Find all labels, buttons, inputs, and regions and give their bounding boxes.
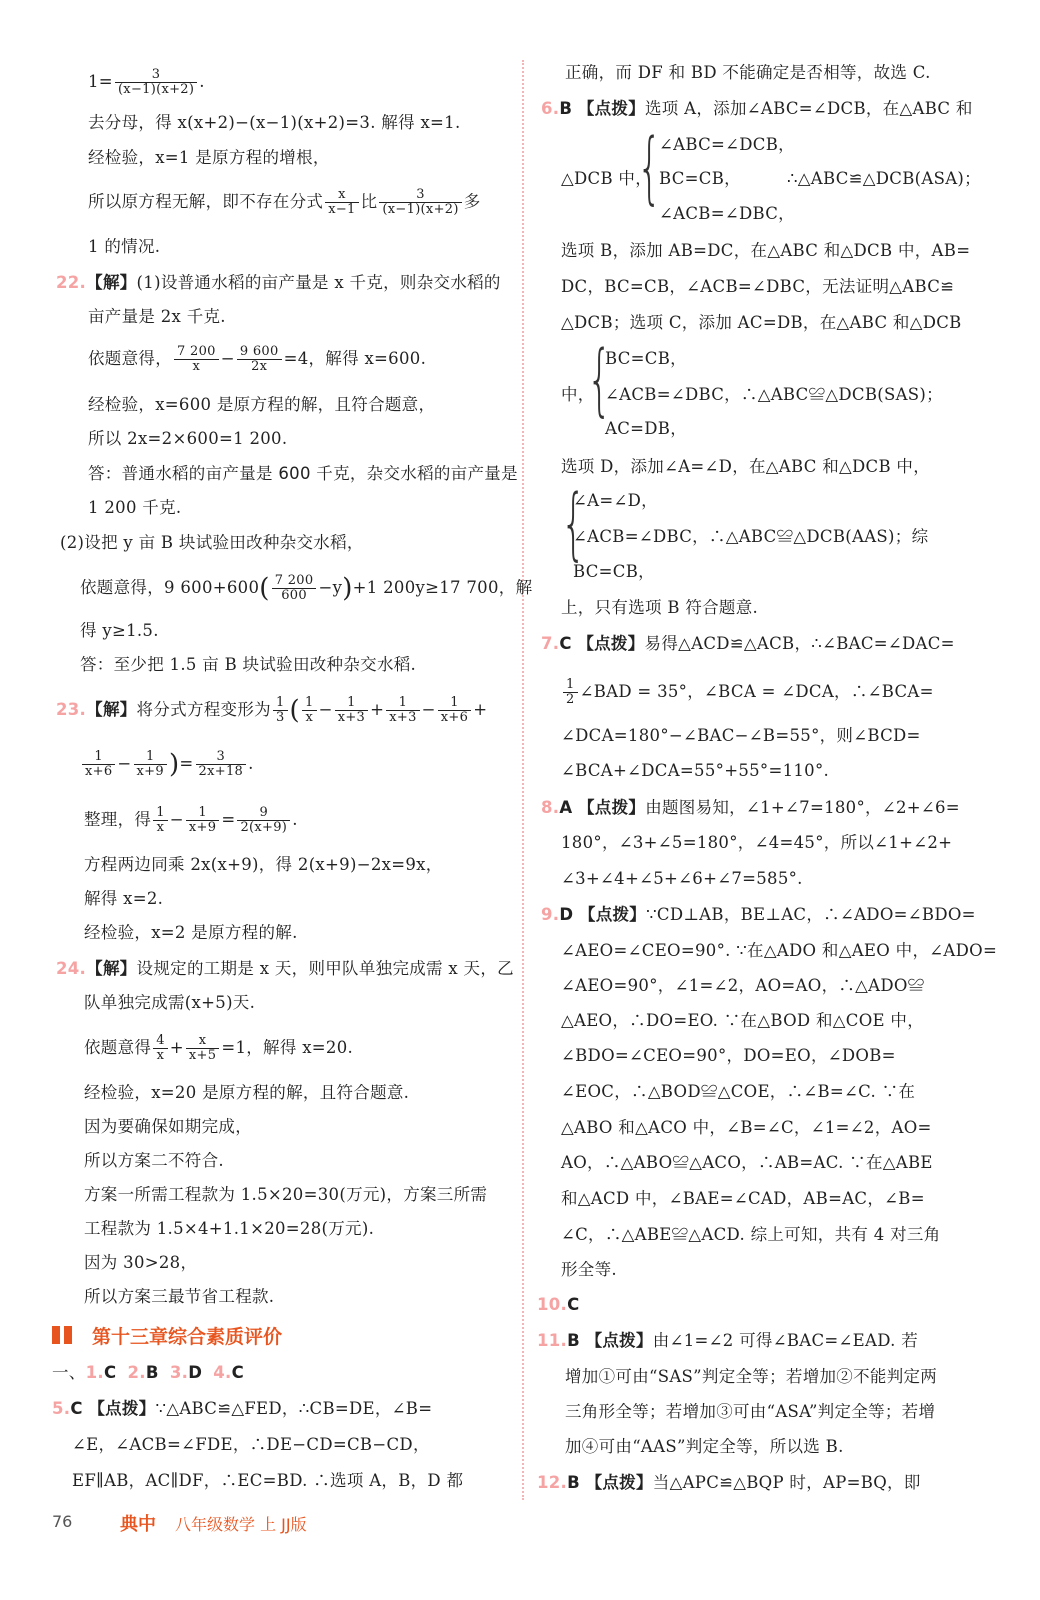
page-number: 76: [52, 1512, 73, 1531]
text-line: 所以方案三最节省工程款.: [84, 1287, 275, 1306]
question-8: 8.A 【点拨】由题图易知，∠1+∠7=180°，∠2+∠6=: [541, 798, 960, 817]
text-line: ∠EOC，∴△BOD≌△COE，∴∠B=∠C. ∵在: [561, 1082, 916, 1101]
text-line: ∠ACB=∠DBC，: [659, 204, 795, 223]
text-line: 经检验，x=600 是原方程的解，且符合题意，: [88, 395, 436, 414]
text-line: 经检验，x=2 是原方程的解.: [84, 923, 298, 942]
question-22: 22.【解】(1)设普通水稻的亩产量是 x 千克，则杂交水稻的: [56, 273, 501, 292]
text-line: 因为要确保如期完成，: [84, 1117, 252, 1136]
text-line: 答：普通水稻的亩产量是 600 千克，杂交水稻的亩产量是: [88, 464, 518, 483]
text-line: 1 的情况.: [88, 237, 161, 256]
text-line: ∠AEO=∠CEO=90°. ∵在△ADO 和△AEO 中，∠ADO=: [561, 941, 998, 960]
question-23: 23.【解】将分式方程变形为 $\frac{1}{3}$ ( $\frac{1}{x}$ − $\frac{1}{x+3}$ + $\frac{1}{x+3}$ − $\frac{1}{x+6}$ +: [56, 695, 488, 726]
text-line: 依题意得，9 600+600( $\frac{7 200}{600}$ −y)+1 200y≥17 700，解: [80, 573, 533, 604]
text-line: 上，只有选项 B 符合题意.: [561, 598, 759, 617]
text-line: $\frac{1}{x+6}$ − $\frac{1}{x+9}$ )= $\frac{3}{2x+18}$ .: [80, 750, 254, 779]
question-6: 6.B 【点拨】选项 A，添加∠ABC=∠DCB，在△ABC 和: [541, 99, 973, 118]
text-line: ∠ACB=∠DBC，∴△ABC≌△DCB(SAS)；: [605, 385, 943, 404]
text-line: 依题意得 $\frac{4}{x}$ + $\frac{x}{x+5}$ =1，解得 x=20.: [84, 1033, 354, 1063]
column-divider: [522, 60, 524, 1500]
question-9: 9.D 【点拨】∵CD⊥AB，BE⊥AC，∴∠ADO=∠BDO=: [541, 905, 976, 924]
text-line: 增加①可由“SAS”判定全等；若增加②不能判定两: [565, 1367, 938, 1386]
text-line: 和△ACD 中，∠BAE=∠CAD，AB=AC，∠B=: [561, 1189, 925, 1208]
text-line: ∠ACB=∠DBC，∴△ABC≌△DCB(AAS)；综: [573, 527, 929, 546]
text-line: △DCB；选项 C，添加 AC=DB，在△ABC 和△DCB: [561, 313, 962, 332]
text-line: ∠3+∠4+∠5+∠6+∠7=585°.: [561, 869, 803, 888]
text-line: 所以方案二不符合.: [84, 1151, 224, 1170]
text-line: 工程款为 1.5×4+1.1×20=28(万元).: [84, 1219, 375, 1238]
text-line: 亩产量是 2x 千克.: [88, 307, 226, 326]
brace-symbol: {: [587, 335, 612, 425]
text-line: 解得 x=2.: [84, 889, 164, 908]
text-line: 中，: [561, 385, 595, 404]
text-line: ∠E，∠ACB=∠FDE，∴DE−CD=CB−CD，: [72, 1435, 430, 1454]
text-line: 经检验，x=20 是原方程的解，且符合题意.: [84, 1083, 410, 1102]
text-line: 1 200 千克.: [88, 498, 182, 517]
section-title: 第十三章综合素质评价: [92, 1326, 283, 1348]
book-title: 八年级数学 上 JJ版: [175, 1515, 307, 1534]
question-11: 11.B 【点拨】由∠1=∠2 可得∠BAC=∠EAD. 若: [537, 1331, 919, 1350]
text-line: 答：至少把 1.5 亩 B 块试验田改种杂交水稻.: [80, 655, 417, 674]
text-line: 经检验，x=1 是原方程的增根，: [88, 148, 330, 167]
text-line: 三角形全等；若增加③可由“ASA”判定全等；若增: [565, 1402, 936, 1421]
text-line: ∠A=∠D，: [573, 491, 658, 510]
brace-symbol: {: [637, 123, 662, 213]
text-line: ∠BCA+∠DCA=55°+55°=110°.: [561, 761, 830, 780]
question-5: 5.C 【点拨】∵△ABC≌△FED，∴CB=DE，∠B=: [52, 1399, 433, 1418]
text-line: BC=CB，: [573, 562, 655, 581]
question-10: 10.C: [537, 1295, 580, 1314]
text-line: 队单独完成需(x+5)天.: [84, 993, 256, 1012]
section-marker: [52, 1326, 60, 1344]
text-line: 1= $\frac{3}{(x-1)(x+2)}$ .: [88, 67, 205, 97]
text-line: 得 y≥1.5.: [80, 621, 159, 640]
text-line: △ABO 和△ACO 中，∠B=∠C，∠1=∠2，AO=: [561, 1118, 932, 1137]
text-line: 依题意得， $\frac{7 200}{x}$ − $\frac{9 600}{2x}$ =4，解得 x=600.: [88, 344, 427, 374]
text-line: ∠AEO=90°，∠1=∠2，AO=AO，∴△ADO≌: [561, 976, 925, 995]
text-line: 所以 2x=2×600=1 200.: [88, 429, 288, 448]
text-line: ∠DCA=180°−∠BAC−∠B=55°，则∠BCD=: [561, 726, 921, 745]
text-line: 180°，∠3+∠5=180°，∠4=45°，所以∠1+∠2+: [561, 833, 953, 852]
text-line: △AEO，∴DO=EO. ∵在△BOD 和△COE 中，: [561, 1011, 925, 1030]
text-line: AC=DB，: [605, 419, 688, 438]
text-line: BC=CB，: [605, 349, 687, 368]
text-line: ∠BDO=∠CEO=90°，DO=EO，∠DOB=: [561, 1046, 896, 1065]
text-line: 加④可由“AAS”判定全等，所以选 B.: [565, 1437, 844, 1456]
text-line: 方程两边同乘 2x(x+9)，得 2(x+9)−2x=9x，: [84, 855, 443, 874]
text-line: ∠ABC=∠DCB，: [659, 135, 795, 154]
text-line: 去分母，得 x(x+2)−(x−1)(x+2)=3. 解得 x=1.: [88, 113, 461, 132]
section-marker: [64, 1326, 72, 1344]
text-line: (2)设把 y 亩 B 块试验田改种杂交水稻，: [60, 533, 364, 552]
text-line: AO，∴△ABO≌△ACO，∴AB=AC. ∵在△ABE: [561, 1153, 933, 1172]
text-line: DC，BC=CB，∠ACB=∠DBC，无法证明△ABC≌: [561, 277, 955, 296]
text-line: $\frac{1}{2}$ ∠BAD = 35°，∠BCA = ∠DCA，∴∠BCA=: [561, 678, 934, 707]
text-line: 形全等.: [561, 1260, 617, 1279]
text-line: BC=CB，: [659, 169, 741, 188]
text-line: △DCB 中，: [561, 169, 653, 188]
question-24: 24.【解】设规定的工期是 x 天，则甲队单独完成需 x 天，乙: [56, 959, 514, 978]
text-line: 选项 B，添加 AB=DC，在△ABC 和△DCB 中，AB=: [561, 241, 971, 260]
text-line: 因为 30>28，: [84, 1253, 198, 1272]
text-line: ∴△ABC≌△DCB(ASA)；: [787, 169, 981, 188]
question-7: 7.C 【点拨】易得△ACD≌△ACB，∴∠BAC=∠DAC=: [541, 634, 955, 653]
brace-symbol: {: [561, 479, 586, 569]
text-line: 正确，而 DF 和 BD 不能确定是否相等，故选 C.: [565, 63, 931, 82]
fraction: $\frac{3}{(x-1)(x+2)}$: [115, 68, 197, 97]
text-line: EF∥AB，AC∥DF，∴EC=BD. ∴选项 A，B，D 都: [72, 1471, 464, 1490]
publisher-logo: 典中: [120, 1514, 156, 1535]
text-line: 选项 D，添加∠A=∠D，在△ABC 和△DCB 中，: [561, 457, 931, 476]
text-line: 整理，得 $\frac{1}{x}$ − $\frac{1}{x+9}$ = $\frac{9}{2(x+9)}$ .: [84, 805, 298, 835]
question-12: 12.B 【点拨】当△APC≌△BQP 时，AP=BQ，即: [537, 1473, 921, 1492]
text-line: ∠C，∴△ABE≌△ACD. 综上可知，共有 4 对三角: [561, 1225, 941, 1244]
text-line: 方案一所需工程款为 1.5×20=30(万元)，方案三所需: [84, 1185, 488, 1204]
answer-row: 一、1.C 2.B 3.D 4.C: [52, 1363, 245, 1382]
text-line: 所以原方程无解，即不存在分式 $\frac{x}{x-1}$ 比 $\frac{3}{(x-1)(x+2)}$ 多: [88, 187, 481, 217]
